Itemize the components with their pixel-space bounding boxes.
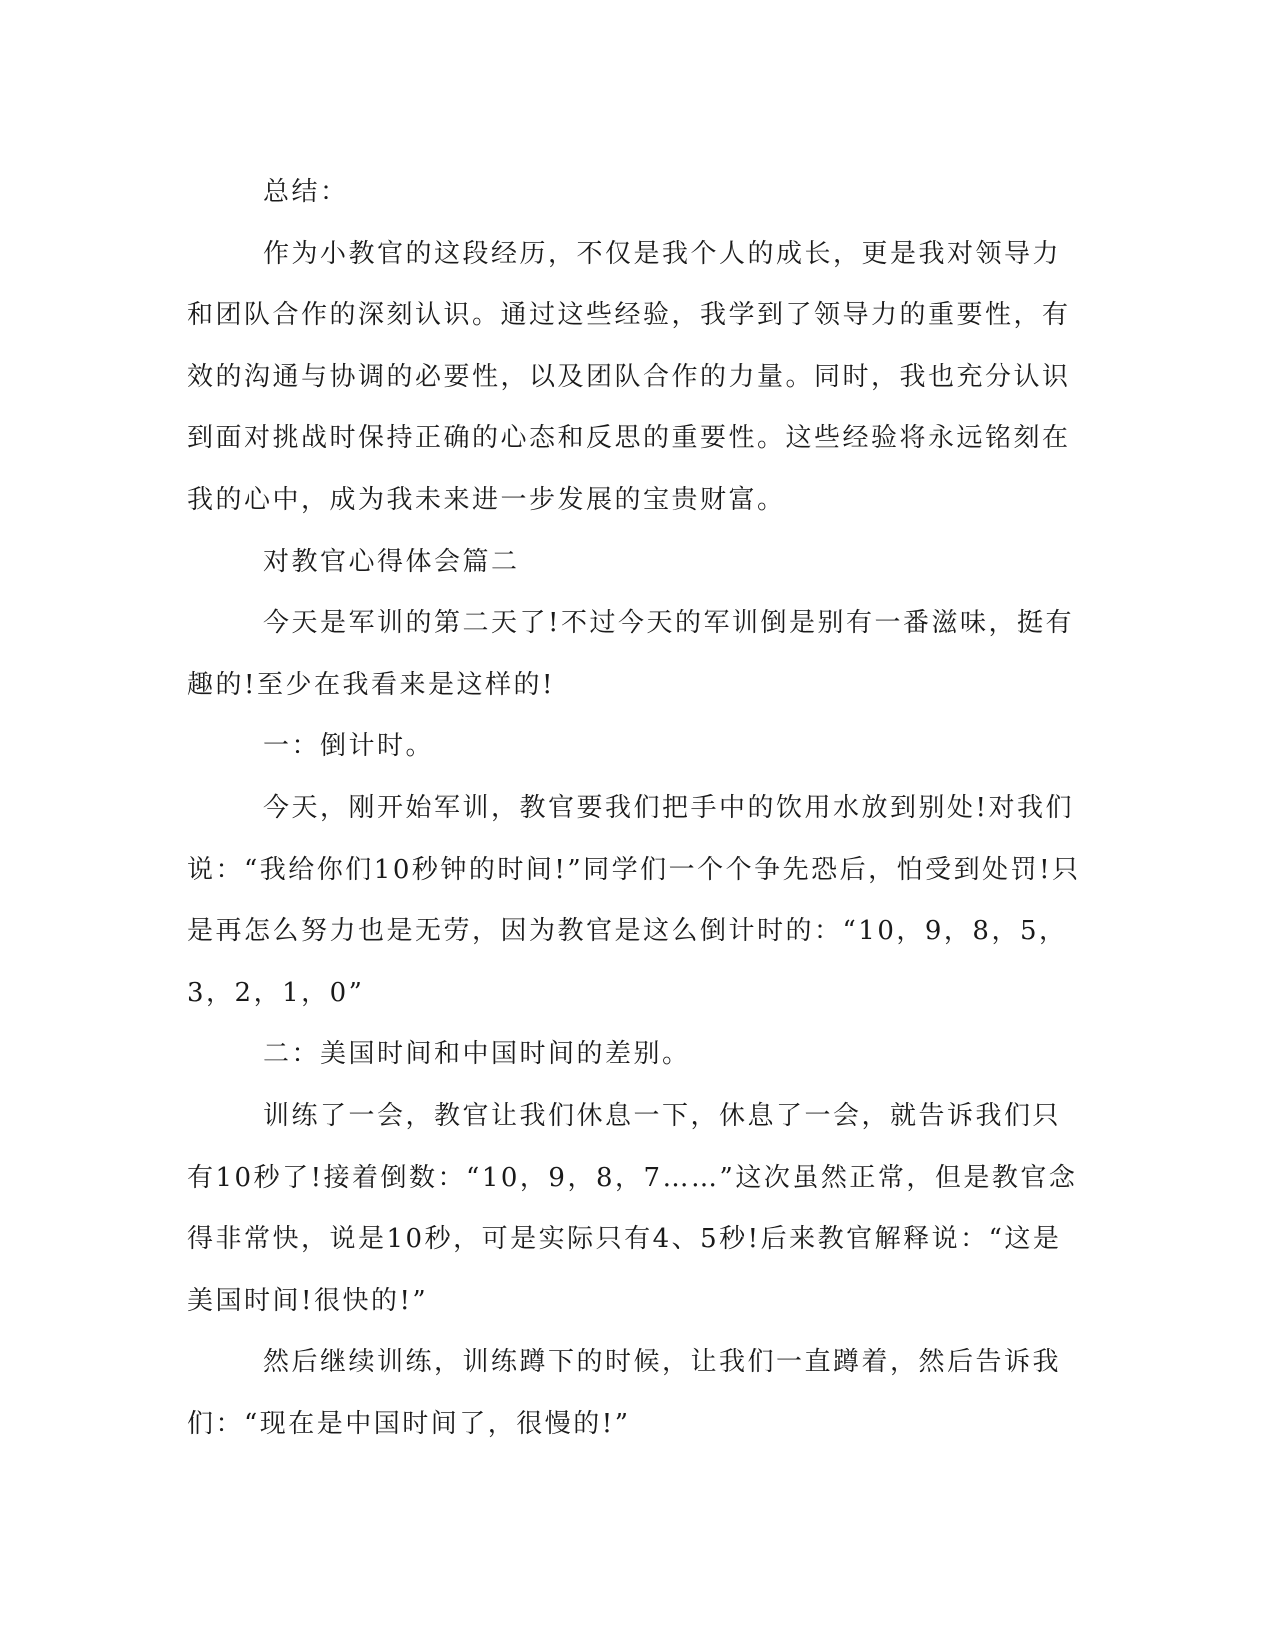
paragraph-summary-heading: 总结： — [263, 177, 349, 207]
paragraph-summary-text: 作为小教官的这段经历，不仅是我个人的成长，更是我对领导力和团队合作的深刻认识。通过这些经验，我学到了领导力的重要性，有效的沟通与协调的必要性，以及团队合作的力量。同时，我也充分认识到面对挑战时保持正确的心态和反思的重要性。这些经验将永远铭刻在我的心中，成为我未来进一步发展的宝贵财富。 — [187, 238, 1071, 515]
paragraph-countdown: 今天，刚开始军训，教官要我们把手中的饮用水放到别处!对我们说：“我给你们10秒钟的时间!”同学们一个个争先恐后，怕受到处罚!只是再怎么努力也是无劳，因为教官是这么倒计时的：“10，9，8，5，3，2，1，0” — [187, 792, 1081, 1008]
paragraph-china-time: 然后继续训练，训练蹲下的时候，让我们一直蹲着，然后告诉我们：“现在是中国时间了，很慢的!” — [187, 1347, 1062, 1439]
paragraph-intro: 今天是军训的第二天了!不过今天的军训倒是别有一番滋味，挺有趣的!至少在我看来是这样的! — [187, 608, 1074, 700]
document-body — [187, 162, 1082, 1455]
subheading-time-difference: 二：美国时间和中国时间的差别。 — [263, 1039, 691, 1070]
paragraph-us-time: 训练了一会，教官让我们休息一下，休息了一会，就告诉我们只有10秒了!接着倒数：“10，9，8，7……”这次虽然正常，但是教官念得非常快，说是10秒，可是实际只有4、5秒!后来教官解释说：“这是美国时间!很快的!” — [187, 1100, 1078, 1316]
section-heading: 对教官心得体会篇二 — [263, 546, 520, 577]
subheading-countdown: 一：倒计时。 — [263, 731, 435, 762]
